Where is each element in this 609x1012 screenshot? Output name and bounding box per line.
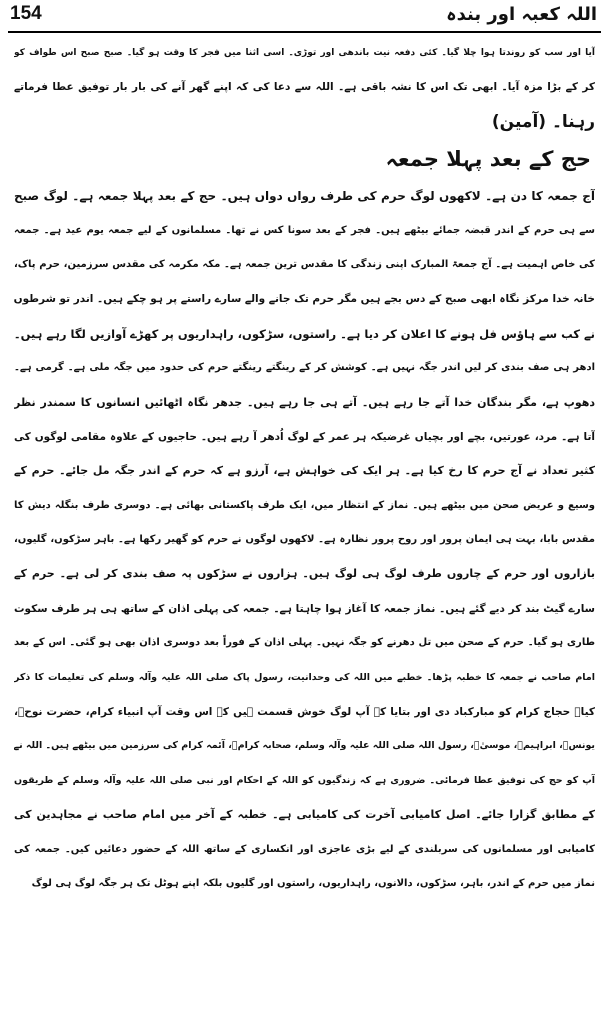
text-line: بازاروں اور حرم کے چاروں طرف لوگ ہی لوگ ہیں۔ ہزاروں نے سڑکوں پہ صف بندی کر لی ہے۔ حرم کے bbox=[14, 567, 595, 581]
text-line: مقدس بابا، بہت ہی ایمان پرور اور روح پرور نظارہ ہے۔ لاکھوں لوگوں نے حرم کو گھیر رکھا ہے۔ باہر سڑکوں، گلیوں، bbox=[14, 534, 595, 546]
text-line: کثیر تعداد نے آج حرم کا رخ کیا ہے۔ ہر ایک کی خواہش ہے، آرزو ہے کہ حرم کے اندر جگہ مل جائے۔ حرم کے bbox=[14, 464, 595, 478]
text-line: رہنا۔ (آمین) bbox=[491, 111, 595, 132]
text-line: آپ کو حج کی توفیق عطا فرمائی۔ ضروری ہے کہ زندگیوں کو اللہ کے احکام اور نبی صلی اللہ علیہ وآلہ وسلم کے طریقوں bbox=[14, 774, 595, 786]
paragraph-1 bbox=[14, 36, 595, 139]
text-line: کیا۔ حجاج کرام کو مبارکباد دی اور بتایا کہ آپ لوگ خوش قسمت ہیں کہ اس وقت آپ انبیاء کرام، حضرت نوحؑ، bbox=[14, 706, 595, 719]
text-line: دھوپ ہے، مگر بندگان خدا آتے جا رہے ہیں۔ آتے ہی جا رہے ہیں۔ جدھر نگاہ اٹھائیں انسانوں کا سمندر نظر bbox=[14, 395, 595, 409]
text-line: طاری ہو گیا۔ حرم کے صحن میں تل دھرنے کو جگہ نہیں۔ پہلی اذان کے فوراً بعد دوسری اذان بھی ہو گئی۔ اس کے بعد bbox=[14, 637, 595, 649]
text-line: کامیابی اور مسلمانوں کی سربلندی کے لیے بڑی عاجزی اور انکساری کے ساتھ اللہ کے حضور دعائیں کیں۔ جمعہ کی bbox=[14, 843, 595, 855]
text-line: سارے گیٹ بند کر دیے گئے ہیں۔ نماز جمعہ کا آغاز ہوا چاہتا ہے۔ جمعہ کی پہلی اذان کے ساتھ ہی ہر طرف سکوت bbox=[14, 602, 595, 615]
section-heading: حج کے بعد پہلا جمعہ bbox=[385, 147, 591, 172]
text-line: آیا اور سب کو روندتا ہوا چلا گیا۔ کئی دفعہ نیت باندھی اور توڑی۔ اسی اثنا میں فجر کا وقت ہو گیا۔ صبح صبح اس طواف کو bbox=[14, 48, 595, 58]
text-line: یونسؑ، ابراہیمؑ، موسیٰؑ، رسول اللہ صلی اللہ علیہ وآلہ وسلم، صحابہ کرامؓ، آئمہ کرام کی سرزمین میں بیٹھے ہیں۔ اللہ نے bbox=[14, 740, 595, 752]
text-line: امام صاحب نے جمعہ کا خطبہ پڑھا۔ خطبے میں اللہ کی وحدانیت، رسول پاک صلی اللہ علیہ وآلہ وسلم کی تعلیمات کا ذکر bbox=[14, 671, 595, 683]
text-line: سے ہی حرم کے اندر قبضہ جمائے بیٹھے ہیں۔ فجر کے بعد سونا کس نے تھا۔ مسلمانوں کے لیے جمعہ یوم عید ہے۔ جمعہ bbox=[14, 224, 595, 236]
text-line: نماز میں حرم کے اندر، باہر، سڑکوں، دالانوں، راہداریوں، راستوں اور گلیوں بلکہ اپنے ہوٹل تک ہر جگہ لوگ ہی لوگ bbox=[31, 877, 595, 889]
text-line: کی خاص اہمیت ہے۔ آج جمعۃ المبارک اپنی زندگی کا مقدس ترین جمعہ ہے۔ مکہ مکرمہ کی مقدس سرزمین، حرم پاک، bbox=[14, 258, 595, 270]
paragraph-2 bbox=[14, 179, 595, 901]
text-line: خانہ خدا مرکز نگاہ ابھی صبح کے دس بجے ہیں مگر حرم تک جانے والے سارے راستے پر ہو چکے ہیں۔ اندر تو شرطوں bbox=[14, 293, 595, 306]
page-body bbox=[14, 36, 595, 901]
text-line: آتا ہے۔ مرد، عورتیں، بچے اور بچیاں غرضیکہ ہر عمر کے لوگ اُدھر آ رہے ہیں۔ حاجیوں کے علاوہ مقامی لوگوں کی bbox=[14, 430, 595, 443]
page-number: 154 bbox=[10, 3, 42, 24]
text-line: کے مطابق گزارا جائے۔ اصل کامیابی آخرت کی کامیابی ہے۔ خطبہ کے آخر میں امام صاحب نے مجاہدین کی bbox=[14, 808, 595, 822]
text-line: آج جمعہ کا دن ہے۔ لاکھوں لوگ حرم کی طرف رواں دواں ہیں۔ حج کے بعد پہلا جمعہ ہے۔ لوگ صبح bbox=[14, 189, 595, 204]
text-line: ادھر ہی صف بندی کر لیں اندر جگہ نہیں ہے۔ کوشش کر کے رینگتے رینگتے حرم کی حدود میں جگہ ملی ہے۔ گرمی ہے۔ bbox=[14, 362, 595, 374]
text-line: وسیع و عریض صحن میں بیٹھے ہیں۔ نماز کے انتظار میں، ایک طرف پاکستانی بھائی ہے۔ دوسری طرف بنگلہ دیش کا bbox=[14, 499, 595, 511]
text-line: نے کب سے ہاؤس فل ہونے کا اعلان کر دیا ہے۔ راستوں، سڑکوں، راہداریوں پر کھڑے آوازیں لگا رہے ہیں۔ bbox=[14, 326, 595, 341]
text-line: کر کے بڑا مزہ آیا۔ ابھی تک اس کا نشہ باقی ہے۔ اللہ سے دعا کی کہ اپنے گھر آنے کی بار بار توفیق عطا فرماتے bbox=[14, 81, 595, 94]
running-title: اللہ کعبہ اور بندہ bbox=[446, 4, 597, 25]
header-rule bbox=[8, 31, 601, 33]
page-header bbox=[0, 0, 609, 36]
